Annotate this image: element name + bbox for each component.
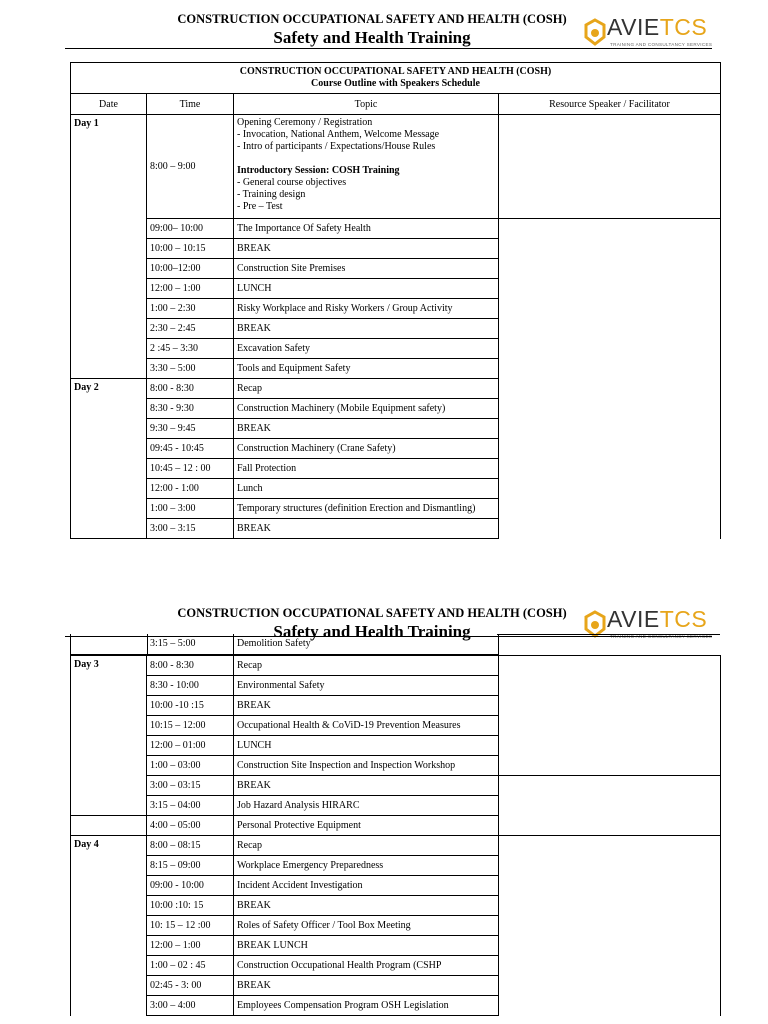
table-title: CONSTRUCTION OCCUPATIONAL SAFETY AND HEALTH (COSH) (239, 66, 552, 77)
topic-cell: Employees Compensation Program OSH Legislation (234, 996, 499, 1016)
time-cell: 09:00– 10:00 (147, 219, 234, 239)
time-cell: 8:00 - 8:30 (147, 379, 234, 399)
table-row (71, 776, 721, 796)
topic-cell: The Importance Of Safety Health (234, 219, 499, 239)
time-cell: 8:15 – 09:00 (147, 856, 234, 876)
topic-cell: BREAK (234, 519, 499, 539)
schedule-table-page2 (70, 655, 721, 1016)
time-cell: 12:00 - 1:00 (147, 479, 234, 499)
topic-cell: Construction Site Premises (234, 259, 499, 279)
topic-cell: Occupational Health & CoViD-19 Prevention Measures (234, 716, 499, 736)
topic-cell: Demolition Safety (237, 638, 311, 649)
time-cell: 10: 15 – 12 :00 (147, 916, 234, 936)
speaker-cell (499, 656, 721, 776)
topic-cell: BREAK (234, 419, 499, 439)
time-cell: 3:00 – 4:00 (147, 996, 234, 1016)
day-label: Day 2 (71, 379, 147, 539)
topic-cell: Recap (234, 656, 499, 676)
time-cell: 1:00 – 03:00 (147, 756, 234, 776)
time-cell: 3:00 – 3:15 (147, 519, 234, 539)
logo-tagline: TRAINING AND CONSULTANCY SERVICES (610, 42, 713, 47)
speaker-cell (499, 115, 721, 219)
time-cell: 3:30 – 5:00 (147, 359, 234, 379)
topic-cell: BREAK (234, 319, 499, 339)
topic-cell: LUNCH (234, 736, 499, 756)
logo-wordmark: AVIETCS (607, 606, 708, 632)
time-cell: 02:45 - 3: 00 (147, 976, 234, 996)
speaker-cell (499, 219, 721, 539)
header-divider (65, 48, 712, 49)
logo-wordmark: AVIETCS (607, 14, 708, 40)
topic-cell: LUNCH (234, 279, 499, 299)
time-cell: 4:00 – 05:00 (147, 816, 234, 836)
topic-cell: Excavation Safety (234, 339, 499, 359)
time-cell: 09:00 - 10:00 (147, 876, 234, 896)
table-row (71, 219, 721, 239)
topic-cell: Recap (234, 836, 499, 856)
time-cell: 8:30 - 9:30 (147, 399, 234, 419)
table-row (71, 115, 721, 219)
topic-cell: Risky Workplace and Risky Workers / Group Activity (234, 299, 499, 319)
table-subtitle: Course Outline with Speakers Schedule (311, 78, 480, 89)
topic-cell: BREAK (234, 776, 499, 796)
column-header-time: Time (147, 94, 234, 115)
topic-cell: Temporary structures (definition Erection and Dismantling) (234, 499, 499, 519)
topic-cell: Personal Protective Equipment (234, 816, 499, 836)
speaker-cell (499, 776, 721, 836)
column-header-topic: Topic (234, 94, 499, 115)
time-cell: 9:30 – 9:45 (147, 419, 234, 439)
time-cell: 8:00 - 8:30 (147, 656, 234, 676)
topic-cell: BREAK (234, 896, 499, 916)
logo-mark-icon (583, 18, 607, 46)
time-cell: 12:00 – 01:00 (147, 736, 234, 756)
table-title-cell (71, 63, 721, 94)
topic-cell: Construction Machinery (Crane Safety) (234, 439, 499, 459)
topic-cell: BREAK (234, 696, 499, 716)
day-cell-empty (71, 816, 147, 836)
table-header-row (71, 94, 721, 115)
time-cell: 10:00 – 10:15 (147, 239, 234, 259)
time-cell: 09:45 - 10:45 (147, 439, 234, 459)
topic-cell: Construction Machinery (Mobile Equipment safety) (234, 399, 499, 419)
time-cell: 8:00 – 9:00 (147, 115, 234, 219)
topic-cell: Fall Protection (234, 459, 499, 479)
time-cell: 10:15 – 12:00 (147, 716, 234, 736)
time-cell: 2 :45 – 3:30 (147, 339, 234, 359)
table-row (71, 656, 721, 676)
time-cell: 3:00 – 03:15 (147, 776, 234, 796)
time-cell: 1:00 – 3:00 (147, 499, 234, 519)
time-cell: 12:00 – 1:00 (147, 279, 234, 299)
time-cell: 1:00 – 02 : 45 (147, 956, 234, 976)
topic-cell: Recap (234, 379, 499, 399)
topic-cell: Roles of Safety Officer / Tool Box Meeting (234, 916, 499, 936)
time-cell: 1:00 – 2:30 (147, 299, 234, 319)
day-label: Day 4 (71, 836, 147, 1016)
topic-cell: Workplace Emergency Preparedness (234, 856, 499, 876)
time-cell: 2:30 – 2:45 (147, 319, 234, 339)
speaker-cell (499, 836, 721, 1016)
topic-cell: Opening Ceremony / Registration - Invocation, National Anthem, Welcome Message - Intro of participants / Expectations/House Rules Introductory Session: COSH Training - General course objectives - Training design - Pre – Test (234, 115, 499, 219)
topic-cell: Tools and Equipment Safety (234, 359, 499, 379)
topic-cell: BREAK LUNCH (234, 936, 499, 956)
page2-header-title: CONSTRUCTION OCCUPATIONAL SAFETY AND HEALTH (COSH) (177, 606, 567, 620)
topic-cell: BREAK (234, 239, 499, 259)
topic-cell: Construction Site Inspection and Inspection Workshop (234, 756, 499, 776)
page2-header-subtitle: Safety and Health Training (273, 622, 471, 641)
time-cell: 3:15 – 04:00 (147, 796, 234, 816)
column-header-date: Date (71, 94, 147, 115)
day-label: Day 3 (71, 656, 147, 816)
time-cell: 8:00 – 08:15 (147, 836, 234, 856)
schedule-table-page1 (70, 62, 721, 539)
time-cell: 10:00 -10 :15 (147, 696, 234, 716)
time-cell: 10:00 :10: 15 (147, 896, 234, 916)
time-cell: 12:00 – 1:00 (147, 936, 234, 956)
topic-cell: Incident Accident Investigation (234, 876, 499, 896)
page-header-subtitle: Safety and Health Training (273, 28, 471, 47)
topic-cell: Environmental Safety (234, 676, 499, 696)
time-cell: 10:00–12:00 (147, 259, 234, 279)
time-cell: 3:15 – 5:00 (150, 638, 196, 649)
topic-cell: Construction Occupational Health Program (CSHP (234, 956, 499, 976)
table-row (71, 836, 721, 856)
day-label: Day 1 (71, 115, 147, 379)
time-cell: 10:45 – 12 : 00 (147, 459, 234, 479)
column-header-speaker: Resource Speaker / Facilitator (499, 94, 721, 115)
topic-cell: Job Hazard Analysis HIRARC (234, 796, 499, 816)
topic-cell: Lunch (234, 479, 499, 499)
page-header-title: CONSTRUCTION OCCUPATIONAL SAFETY AND HEALTH (COSH) (177, 12, 567, 26)
time-cell: 8:30 - 10:00 (147, 676, 234, 696)
topic-cell: BREAK (234, 976, 499, 996)
